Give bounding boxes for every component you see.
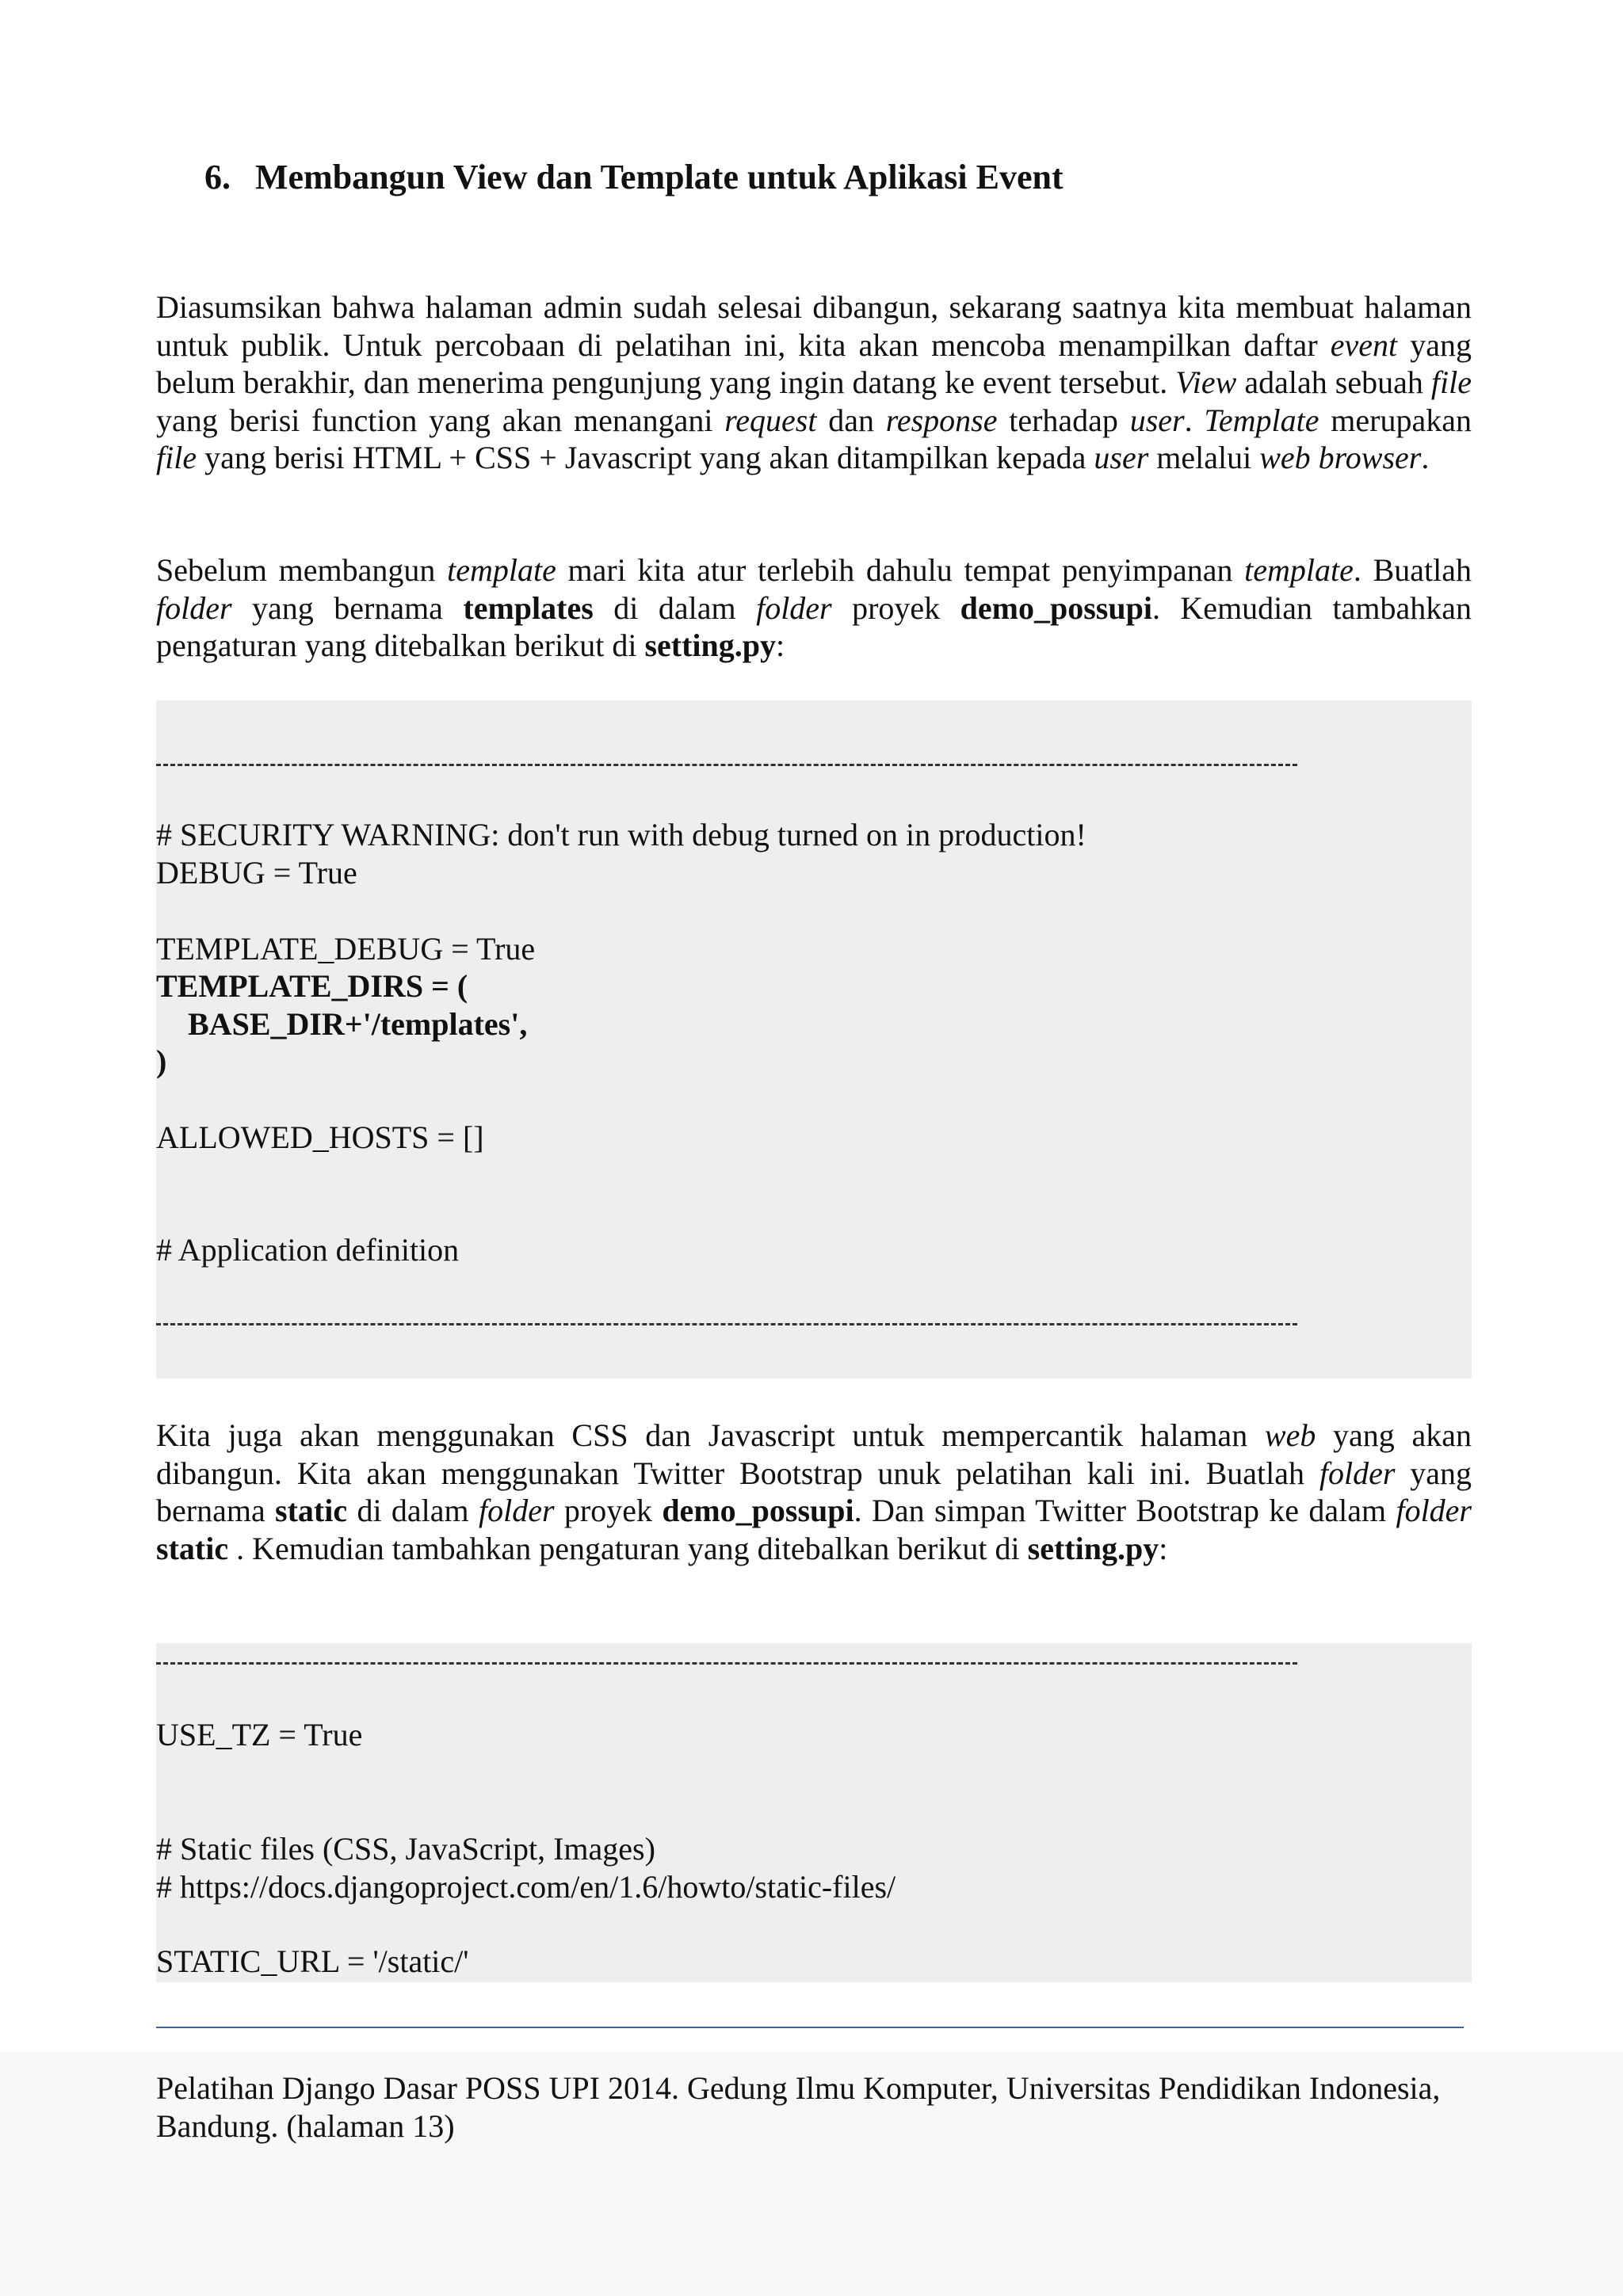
text-run: terhadap: [997, 402, 1130, 438]
text-run: di dalam: [347, 1493, 479, 1529]
text-run: yang berisi HTML + CSS + Javascript yang akan ditampilkan kepada: [197, 440, 1094, 476]
text-run: . Kemudian tambahkan pengaturan yang ditebalkan berikut di: [228, 1530, 1028, 1566]
text-run: yang belum berakhir, dan menerima pengunjung yang ingin datang ke event tersebut.: [156, 326, 1472, 401]
italic-term: file: [156, 440, 197, 476]
code-line-highlighted: TEMPLATE_DIRS = (: [156, 968, 468, 1004]
code-separator-top: [156, 1662, 1297, 1665]
text-run: .: [1184, 402, 1205, 438]
text-run: :: [1159, 1530, 1168, 1566]
text-run: Sebelum membangun: [156, 552, 448, 588]
section-number: 6.: [204, 158, 231, 196]
intro-paragraph: [156, 288, 1472, 477]
italic-term: web: [1264, 1417, 1316, 1453]
bold-term: setting.py: [1027, 1530, 1159, 1566]
italic-term: event: [1330, 326, 1398, 363]
code-line: # https://docs.djangoproject.com/en/1.6/howto/static-files/: [156, 1869, 896, 1905]
text-run: di dalam: [593, 589, 757, 626]
text-run: :: [776, 627, 785, 664]
text-run: yang bernama: [231, 589, 464, 626]
text-run: dan: [816, 402, 886, 438]
italic-term: folder: [1396, 1493, 1472, 1529]
footer-divider: [156, 2027, 1464, 2028]
code-line: USE_TZ = True: [156, 1717, 363, 1753]
code-line: # SECURITY WARNING: don't run with debug turned on in production!: [156, 817, 1086, 852]
text-run: yang berisi function yang akan menangani: [156, 402, 725, 438]
text-run: Diasumsikan bahwa halaman admin sudah selesai dibangun, sekarang saatnya kita membuat halaman untuk publik. Untuk percobaan di pelatihan ini, kita akan mencoba menampilkan daftar: [156, 289, 1472, 363]
code-separator-top: [156, 764, 1297, 766]
section-heading: [204, 155, 1064, 200]
code-line: STATIC_URL = '/static/': [156, 1943, 469, 1979]
text-run: melalui: [1148, 440, 1260, 476]
text-run: yang bernama: [156, 1455, 1472, 1529]
code-line: DEBUG = True: [156, 855, 357, 891]
italic-term: folder: [156, 589, 232, 626]
text-run: . Buatlah: [1353, 552, 1472, 588]
code-line: TEMPLATE_DEBUG = True: [156, 931, 536, 967]
italic-term: template: [1244, 552, 1354, 588]
code-line-highlighted: ): [156, 1043, 167, 1079]
italic-term: file: [1430, 364, 1472, 401]
text-run: mari kita atur terlebih dahulu tempat penyimpanan: [556, 552, 1245, 588]
text-run: adalah sebuah: [1236, 364, 1431, 401]
italic-term: folder: [756, 589, 832, 626]
text-run: .: [1421, 440, 1430, 476]
text-run: . Kemudian tambahkan pengaturan yang ditebalkan berikut di: [156, 589, 1472, 664]
italic-term: user: [1129, 402, 1185, 438]
italic-term: web browser: [1259, 440, 1422, 476]
bold-term: static: [156, 1530, 229, 1566]
bold-term: demo_possupi: [662, 1493, 854, 1529]
italic-term: request: [724, 402, 817, 438]
bold-term: demo_possupi: [960, 589, 1152, 626]
page-footer: Pelatihan Django Dasar POSS UPI 2014. Gedung Ilmu Komputer, Universitas Pendidikan Indonesia, Bandung. (halaman 13): [156, 2070, 1441, 2144]
text-run: proyek: [831, 589, 960, 626]
code-line-highlighted: BASE_DIR+'/templates',: [156, 1006, 528, 1042]
text-run: proyek: [554, 1493, 663, 1529]
text-run: . Dan simpan Twitter Bootstrap ke dalam: [854, 1493, 1396, 1529]
italic-term: Template: [1204, 402, 1319, 438]
settings-code-block-templates: [156, 700, 1472, 1379]
text-run: yang akan dibangun. Kita akan menggunakan Twitter Bootstrap unuk pelatihan kali ini. Buatlah: [156, 1417, 1472, 1491]
text-run: merupakan: [1319, 402, 1472, 438]
bold-term: setting.py: [644, 627, 777, 664]
static-folder-paragraph: [156, 1417, 1472, 1567]
bold-term: templates: [463, 589, 594, 626]
code-separator-bottom: [156, 1323, 1297, 1325]
italic-term: folder: [479, 1493, 555, 1529]
template-folder-paragraph: [156, 551, 1472, 665]
code-line: # Application definition: [156, 1232, 460, 1268]
code-line: ALLOWED_HOSTS = []: [156, 1119, 484, 1155]
section-title: Membangun View dan Template untuk Aplikasi Event: [255, 158, 1064, 196]
italic-term: user: [1094, 440, 1149, 476]
settings-code-block-static: [156, 1643, 1472, 1982]
bold-term: static: [275, 1493, 348, 1529]
italic-term: template: [447, 552, 556, 588]
italic-term: folder: [1319, 1455, 1396, 1491]
italic-term: response: [885, 402, 998, 438]
text-run: Kita juga akan menggunakan CSS dan Javascript untuk mempercantik halaman: [156, 1417, 1265, 1453]
italic-term: View: [1175, 364, 1237, 401]
code-line: # Static files (CSS, JavaScript, Images): [156, 1831, 655, 1867]
